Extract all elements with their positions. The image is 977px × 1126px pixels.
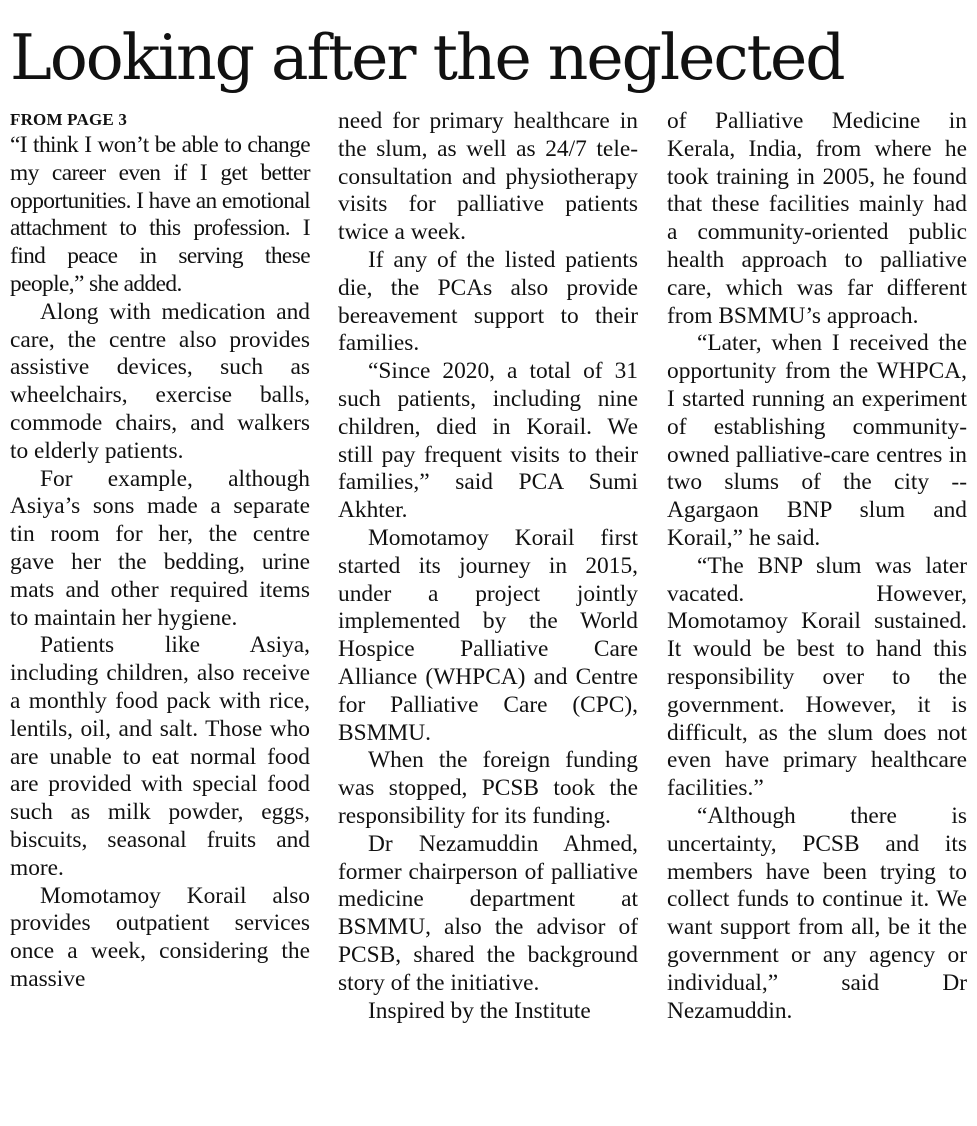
paragraph: Momotamoy Korail first started its journey in 2015, under a project jointly implemented by the World Hospice Palliative Care Alliance (WHPCA) and Centre for Palliative Care (CPC), BSMMU. [338, 524, 638, 746]
paragraph: If any of the listed patients die, the PCAs also provide bereavement support to their families. [338, 246, 638, 357]
article-column-2 [338, 108, 638, 1025]
article-column-1 [10, 108, 310, 994]
paragraph: Patients like Asiya, including children, also receive a monthly food pack with rice, lentils, oil, and salt. Those who are unable to eat normal food are provided with special food such as milk powder, eggs, biscuits, seasonal fruits and more. [10, 632, 310, 881]
paragraph: For example, although Asiya’s sons made a separate tin room for her, the centre gave her the bedding, urine mats and other required items to maintain her hygiene. [10, 465, 310, 631]
paragraph: “I think I won’t be able to change my career even if I get better opportunities. I have an emotional attachment to this profession. I find peace in serving these people,” she added. [10, 132, 310, 297]
paragraph: “Although there is uncertainty, PCSB and its members have been trying to collect funds to continue it. We want support from all, be it the government or any agency or individual,” said Dr Nezamuddin. [667, 802, 967, 1024]
paragraph: When the foreign funding was stopped, PCSB took the responsibility for its funding. [338, 747, 638, 829]
paragraph: of Palliative Medicine in Kerala, India, from where he took training in 2005, he found that these facilities mainly had a community-oriented public health approach to palliative care, which was far different from BSMMU’s approach. [667, 108, 967, 329]
paragraph: “The BNP slum was later vacated. However, Momotamoy Korail sustained. It would be best to hand this responsibility over to the government. However, it is difficult, as the slum does not even have primary healthcare facilities.” [667, 552, 967, 802]
paragraph: “Later, when I received the opportunity from the WHPCA, I started running an experiment of establishing community-owned palliative-care centres in two slums of the city -- Agargaon BNP slum and Korail,” he said. [667, 330, 967, 551]
paragraph: “Since 2020, a total of 31 such patients, including nine children, died in Korail. We still pay frequent visits to their families,” said PCA Sumi Akhter. [338, 358, 638, 524]
paragraph: need for primary healthcare in the slum, as well as 24/7 tele-consultation and physiotherapy visits for palliative patients twice a week. [338, 108, 638, 246]
paragraph: Inspired by the Institute [368, 997, 591, 1024]
paragraph: Along with medication and care, the centre also provides assistive devices, such as wheelchairs, exercise balls, commode chairs, and walkers to elderly patients. [10, 298, 310, 464]
kicker-from-page: FROM PAGE 3 [10, 110, 128, 129]
paragraph: Momotamoy Korail also provides outpatient services once a week, considering the massive [10, 882, 310, 992]
paragraph: Dr Nezamuddin Ahmed, former chairperson of palliative medicine department at BSMMU, also the advisor of PCSB, shared the background story of the initiative. [338, 830, 638, 996]
headline: Looking after the neglected [10, 21, 844, 94]
article-column-3 [667, 108, 967, 1025]
